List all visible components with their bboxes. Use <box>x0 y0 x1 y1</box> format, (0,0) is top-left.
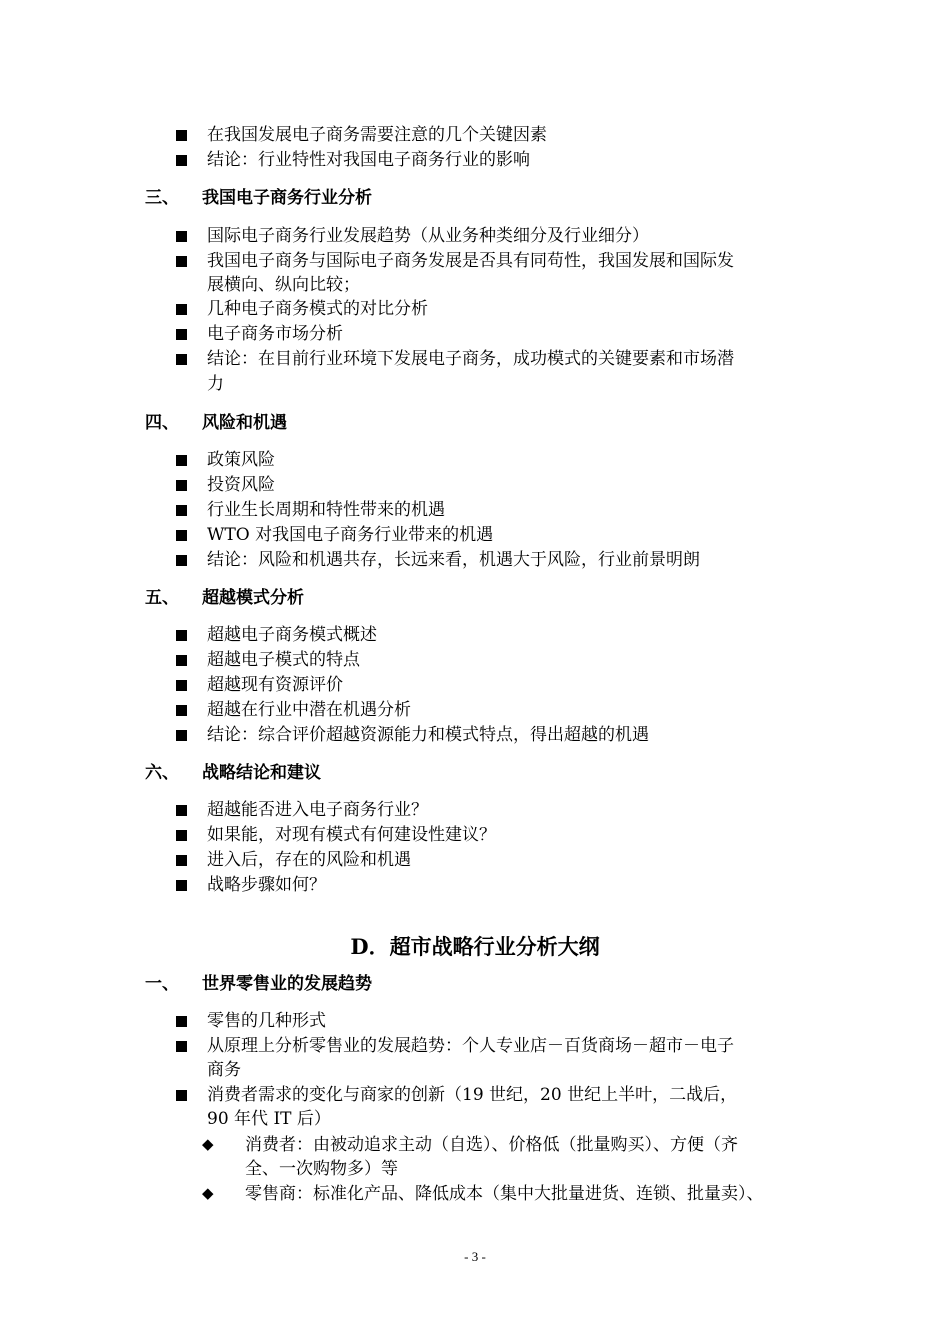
section-number: 一、 <box>145 974 179 994</box>
chapter-title: D．超市战略行业分析大纲 <box>350 934 600 959</box>
section-title: 超越模式分析 <box>202 588 304 608</box>
list-item: 进入后，存在的风险和机遇 <box>207 850 411 870</box>
bullet-square-icon <box>176 304 187 315</box>
bullet-square-icon <box>176 505 187 516</box>
list-item: 结论：风险和机遇共存，长远来看，机遇大于风险，行业前景明朗 <box>207 550 700 570</box>
bullet-square-icon <box>176 855 187 866</box>
list-item: 从原理上分析零售业的发展趋势：个人专业店－百货商场－超市－电子 <box>207 1036 734 1056</box>
list-item-continuation: 90 年代 IT 后） <box>207 1109 331 1129</box>
bullet-square-icon <box>176 830 187 841</box>
sub-list-item: 零售商：标准化产品、降低成本（集中大批量进货、连锁、批量卖）、 <box>245 1184 764 1204</box>
bullet-square-icon <box>176 455 187 466</box>
list-item: 电子商务市场分析 <box>207 324 343 344</box>
list-item: 超越电子模式的特点 <box>207 650 360 670</box>
section-title: 风险和机遇 <box>202 413 287 433</box>
list-item: 超越现有资源评价 <box>207 675 343 695</box>
page-number: - 3 - <box>464 1249 486 1264</box>
list-item: 结论：在目前行业环境下发展电子商务，成功模式的关键要素和市场潜 <box>207 349 734 369</box>
list-item: 如果能，对现有模式有何建设性建议？ <box>207 825 496 845</box>
bullet-square-icon <box>176 231 187 242</box>
bullet-square-icon <box>176 530 187 541</box>
bullet-diamond-icon: ◆ <box>202 1135 214 1153</box>
bullet-diamond-icon: ◆ <box>202 1184 214 1202</box>
bullet-square-icon <box>176 730 187 741</box>
bullet-square-icon <box>176 480 187 491</box>
list-item: 超越在行业中潜在机遇分析 <box>207 700 411 720</box>
bullet-square-icon <box>176 880 187 891</box>
bullet-square-icon <box>176 329 187 340</box>
list-item: 消费者需求的变化与商家的创新（19 世纪，20 世纪上半叶，二战后， <box>207 1085 738 1105</box>
list-item: 几种电子商务模式的对比分析 <box>207 299 428 319</box>
sub-list-item: 消费者：由被动追求主动（自选）、价格低（批量购买）、方便（齐 <box>245 1135 738 1155</box>
bullet-square-icon <box>176 130 187 141</box>
bullet-square-icon <box>176 1016 187 1027</box>
bullet-square-icon <box>176 655 187 666</box>
list-item: 零售的几种形式 <box>207 1011 326 1031</box>
list-item: 政策风险 <box>207 450 275 470</box>
section-title: 战略结论和建议 <box>202 763 321 783</box>
list-item: 我国电子商务与国际电子商务发展是否具有同苟性，我国发展和国际发 <box>207 251 734 271</box>
bullet-square-icon <box>176 1090 187 1101</box>
bullet-square-icon <box>176 805 187 816</box>
section-title: 世界零售业的发展趋势 <box>202 974 372 994</box>
list-item-continuation: 展横向、纵向比较； <box>207 275 360 295</box>
list-item-continuation: 力 <box>207 374 224 394</box>
bullet-square-icon <box>176 155 187 166</box>
bullet-square-icon <box>176 1041 187 1052</box>
sub-list-item-continuation: 全、一次购物多）等 <box>245 1159 398 1179</box>
list-item: 在我国发展电子商务需要注意的几个关键因素 <box>207 125 547 145</box>
list-item: 战略步骤如何？ <box>207 875 326 895</box>
list-item: 超越电子商务模式概述 <box>207 625 377 645</box>
list-item: 结论：综合评价超越资源能力和模式特点，得出超越的机遇 <box>207 725 649 745</box>
list-item: 国际电子商务行业发展趋势（从业务种类细分及行业细分） <box>207 226 649 246</box>
section-number: 五、 <box>145 588 179 608</box>
bullet-square-icon <box>176 705 187 716</box>
bullet-square-icon <box>176 555 187 566</box>
list-item-continuation: 商务 <box>207 1060 241 1080</box>
bullet-square-icon <box>176 256 187 267</box>
section-number: 六、 <box>145 763 179 783</box>
section-title: 我国电子商务行业分析 <box>202 188 372 208</box>
list-item: 投资风险 <box>207 475 275 495</box>
list-item: 超越能否进入电子商务行业？ <box>207 800 428 820</box>
section-number: 四、 <box>145 413 179 433</box>
bullet-square-icon <box>176 680 187 691</box>
bullet-square-icon <box>176 354 187 365</box>
list-item: 结论：行业特性对我国电子商务行业的影响 <box>207 150 530 170</box>
section-number: 三、 <box>145 188 179 208</box>
list-item: 行业生长周期和特性带来的机遇 <box>207 500 445 520</box>
bullet-square-icon <box>176 630 187 641</box>
list-item: WTO 对我国电子商务行业带来的机遇 <box>207 525 494 545</box>
